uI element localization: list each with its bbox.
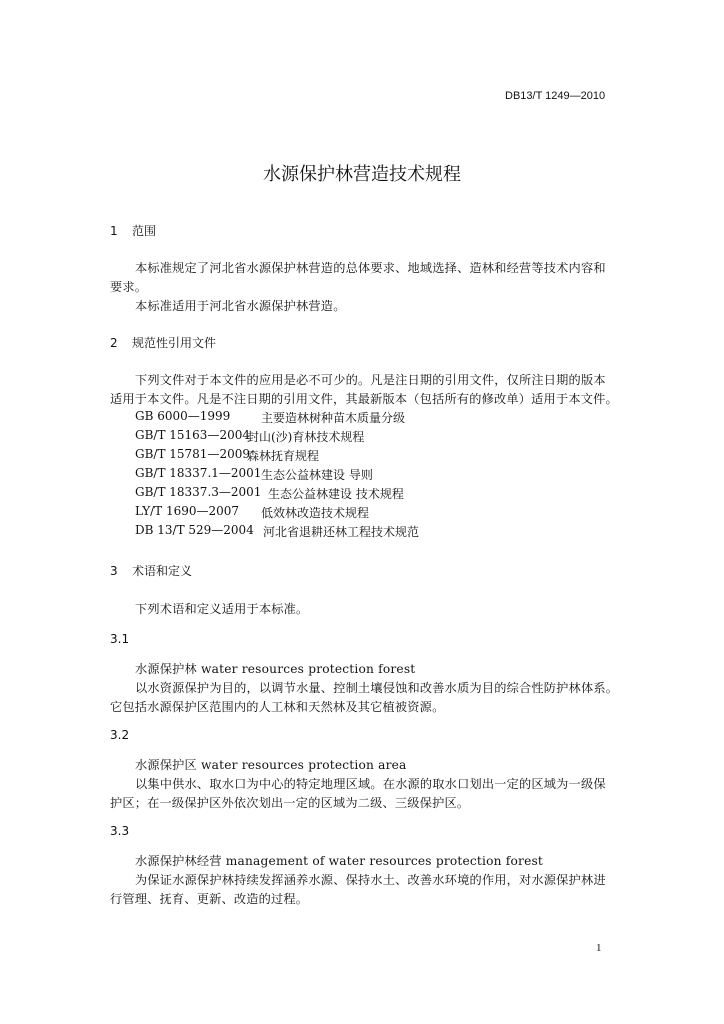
reference-row [135, 485, 535, 503]
term-definition-line-1: 为保证水源保护林持续发挥涵养水源、保持水土、改善水环境的作用，对水源保护林进 [135, 873, 606, 887]
reference-code: DB 13/T 529—2004 [135, 523, 254, 537]
term-definition-line-2: 它包括水源保护区范围内的人工林和天然林及其它植被资源。 [110, 700, 445, 714]
reference-code: LY/T 1690—2007 [135, 504, 240, 518]
section-1-title: 范围 [132, 224, 157, 238]
section-2-number: 2 [110, 336, 118, 350]
section-2-para-line-2: 适用于本文件。凡是不注日期的引用文件，其最新版本（包括所有的修改单）适用于本文件。 [110, 392, 618, 406]
section-3-intro: 下列术语和定义适用于本标准。 [135, 602, 309, 616]
reference-row [135, 409, 535, 427]
reference-row [135, 504, 535, 522]
section-3-title: 术语和定义 [132, 564, 193, 578]
term-name: 水源保护林经营 management of water resources protection forest [135, 854, 544, 868]
reference-row [135, 523, 535, 541]
document-code: DB13/T 1249—2010 [505, 90, 606, 102]
reference-name: 生态公益林建设 技术规程 [268, 487, 404, 501]
section-3-heading [110, 562, 192, 579]
term-definition-line-2: 护区；在一级保护区外依次划出一定的区域为二级、三级保护区。 [110, 796, 470, 810]
reference-row [135, 466, 535, 484]
reference-code: GB/T 18337.3—2001 [135, 485, 262, 499]
section-1-para-2: 本标准适用于河北省水源保护林营造。 [135, 299, 346, 313]
reference-code: GB/T 15163—2004 [135, 428, 250, 442]
reference-name: 封山(沙)育林技术规程 [247, 430, 365, 444]
term-name: 水源保护区 water resources protection area [135, 758, 407, 772]
term-definition-line-1: 以水资源保护为目的，以调节水量、控制土壤侵蚀和改善水质为目的综合性防护林体系。 [135, 681, 619, 695]
page-number: 1 [596, 942, 602, 954]
term-number: 3.1 [110, 632, 130, 646]
section-2-title: 规范性引用文件 [132, 336, 217, 350]
page-title: 水源保护林营造技术规程 [263, 164, 461, 185]
term-number: 3.3 [110, 824, 130, 838]
reference-code: GB/T 18337.1—2001 [135, 466, 262, 480]
section-1-heading [110, 222, 156, 239]
reference-name: 森林抚育规程 [247, 449, 320, 463]
reference-code: GB/T 15781—2009 [135, 447, 250, 461]
section-1-para-1-line-1: 本标准规定了河北省水源保护林营造的总体要求、地域选择、造林和经营等技术内容和 [135, 261, 606, 275]
term-definition-line-1: 以集中供水、取水口为中心的特定地理区域。在水源的取水口划出一定的区域为一级保 [135, 777, 606, 791]
term-definition-line-2: 行管理、抚育、更新、改造的过程。 [110, 892, 309, 906]
reference-name: 河北省退耕还林工程技术规范 [263, 525, 420, 539]
section-3-number: 3 [110, 564, 118, 578]
section-2-para-line-1: 下列文件对于本文件的应用是必不可少的。凡是注日期的引用文件，仅所注日期的版本 [135, 373, 606, 387]
reference-name: 主要造林树种苗木质量分级 [261, 411, 406, 425]
section-1-para-1-line-2: 要求。 [110, 280, 148, 294]
reference-name: 生态公益林建设 导则 [261, 468, 373, 482]
section-2-heading [110, 334, 216, 351]
reference-row [135, 447, 535, 465]
term-name: 水源保护林 water resources protection forest [135, 662, 416, 676]
term-number: 3.2 [110, 728, 130, 742]
reference-row [135, 428, 535, 446]
section-1-number: 1 [110, 224, 118, 238]
reference-code: GB 6000—1999 [135, 409, 231, 423]
reference-name: 低效林改造技术规程 [261, 506, 370, 520]
